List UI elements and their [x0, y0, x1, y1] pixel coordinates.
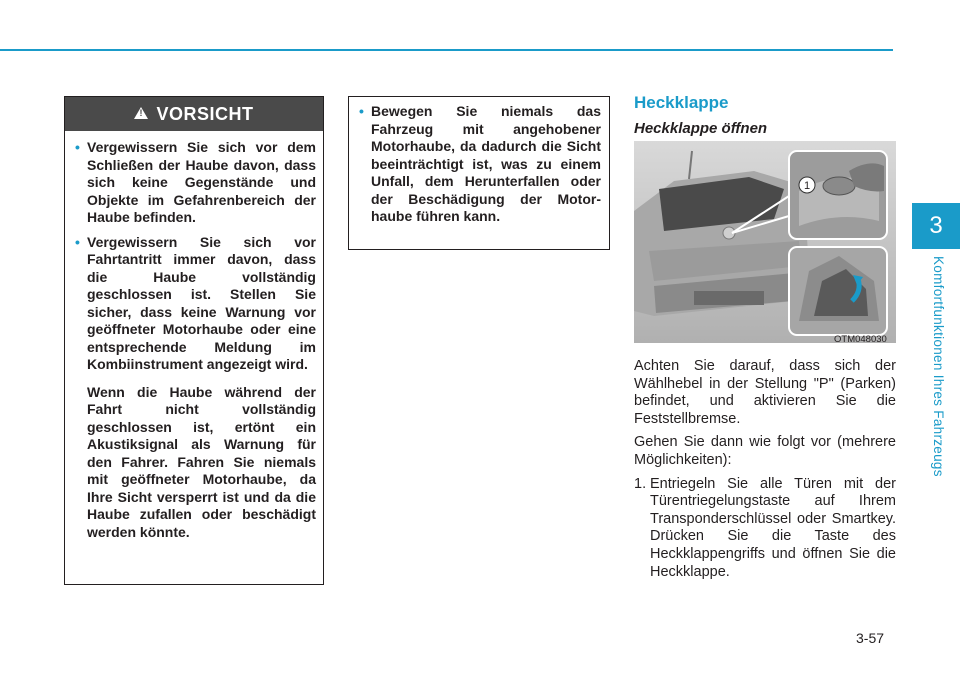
chapter-tab — [912, 203, 960, 249]
caution-item: • Bewegen Sie niemals das Fahrzeug mit angehobener Motorhaube, da dadurch die Sicht beeinträchtigt ist, was zu einem Unfall, dem Herunterfallen oder der Beschädigung der Motorhaube führen kann. — [359, 103, 601, 224]
bullet-icon: • — [75, 139, 80, 155]
caution-box-continued — [348, 96, 610, 250]
step-item — [634, 476, 896, 582]
chapter-title: Komfortfunktionen Ihres Fahrzeugs — [931, 256, 946, 477]
callout-number: 1 — [803, 180, 811, 192]
caution-body — [65, 131, 323, 541]
figure-code: OTM048030 — [834, 334, 887, 345]
page-number: 3-57 — [856, 630, 885, 646]
step-number: 1. — [634, 475, 647, 492]
body-paragraph: Gehen Sie dann wie folgt vor (mehrere Möglichkeiten): — [634, 434, 896, 468]
caution-item: • Vergewissern Sie sich vor dem Schließen der Haube davon, dass sich keine Gegenstände und Objekte im Gefahrenbereich der Haube befinden. — [75, 139, 316, 225]
tailgate-illustration — [634, 141, 896, 343]
caution-item: • Vergewissern Sie sich vor Fahrtantritt immer davon, dass die Haube vollständig geschlossen ist. Stellen Sie sicher, dass keine Warnung vor geöffneter Motorhaube oder eine entsprechende Meldung im Kombiinstrument angezeigt wird. — [75, 233, 316, 372]
section-body — [634, 358, 896, 581]
tailgate-illustration-svg — [634, 141, 896, 343]
bullet-icon: • — [359, 103, 364, 119]
caution-box — [64, 96, 324, 585]
section-subtitle: Heckklappe öffnen — [634, 120, 768, 137]
step-text: Entriegeln Sie alle Türen mit der Türentriegelungstaste auf Ihrem Transponderschlüssel oder Smartkey. Drücken Sie die Taste des Heckklappengriffs und öffnen Sie die Heckklappe. — [650, 475, 896, 580]
caution-header-label: VORSICHT — [156, 103, 254, 124]
warning-triangle-icon — [134, 107, 148, 119]
caution-header — [65, 97, 323, 131]
chapter-number: 3 — [929, 212, 943, 239]
body-paragraph: Achten Sie darauf, dass sich der Wählhebel in der Stellung "P" (Parken) befindet, und aktivieren Sie die Feststellbremse. — [634, 358, 896, 427]
header-rule — [0, 49, 893, 51]
caution-paragraph: Wenn die Haube während der Fahrt nicht vollständig geschlossen ist, ertönt ein Akustiksignal als Warnung für den Fahrer. Fahren Sie niemals mit geöffneter Motorhaube, da Ihre Sicht versperrt ist und da die Haube zufallen oder beschädigt werden könnte. — [87, 383, 316, 540]
section-title: Heckklappe — [634, 93, 729, 112]
bullet-icon: • — [75, 233, 80, 250]
caution-body — [349, 97, 609, 226]
